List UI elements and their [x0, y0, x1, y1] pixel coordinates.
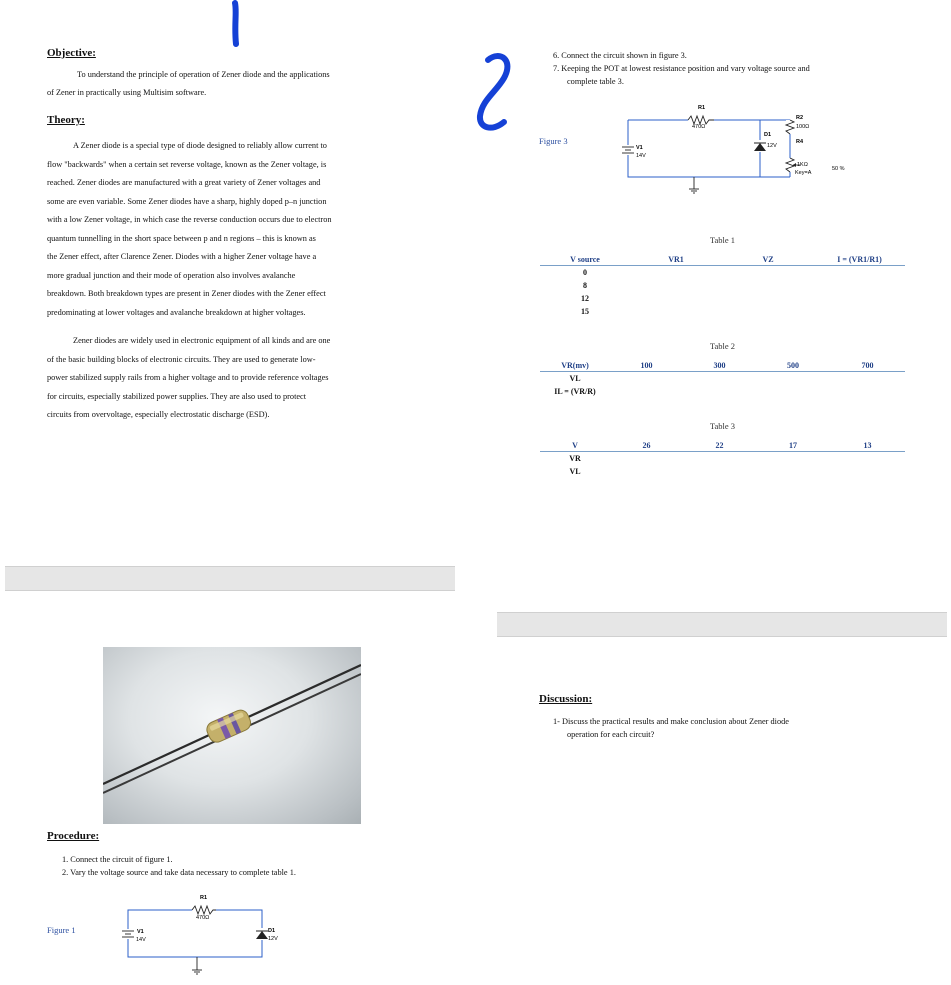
r1-label-fig3: R1 — [698, 105, 706, 111]
figure-3-circuit — [610, 98, 860, 198]
theory-line: Zener diodes are widely used in electronic equipment of all kinds and are one — [73, 336, 331, 345]
step-7-continued: complete table 3. — [567, 77, 624, 86]
v1-label-fig3: V1 — [636, 145, 643, 151]
step-7: 7. Keeping the POT at lowest resistance position and vary voltage source and — [553, 64, 810, 73]
v1-value: 14V — [136, 937, 146, 943]
table-2-header-row — [540, 360, 905, 372]
theory-line: reached. Zener diodes are manufactured with a great variety of Zener voltages and — [47, 178, 321, 187]
table-cell: VL — [569, 467, 581, 476]
table-row — [540, 292, 905, 305]
discussion-item-1: 1- Discuss the practical results and make conclusion about Zener diode — [553, 717, 789, 726]
table-3-header: 26 — [610, 440, 683, 452]
table-row — [540, 385, 905, 398]
table-2-header: 300 — [683, 360, 756, 372]
d1-label: D1 — [268, 928, 276, 934]
objective-line-2: of Zener in practically using Multisim software. — [47, 88, 207, 97]
table-1-header: I = (VR1/R1) — [814, 254, 905, 266]
theory-line: predominating at lower voltages and avalanche breakdown at higher voltages. — [47, 307, 306, 317]
d1-label-fig3: D1 — [764, 132, 772, 138]
table-3-caption: Table 3 — [709, 421, 736, 431]
pot-key: Key=A — [795, 170, 812, 176]
v1-value-fig3: 14V — [636, 153, 646, 159]
r4-label: R4 — [796, 139, 804, 145]
theory-line: more gradual junction and their mode of operation also involves avalanche — [47, 270, 296, 280]
pot-percent: 50 % — [832, 166, 845, 172]
theory-line: some are even variable. Some Zener diodes have a sharp, highly doped p–n junction — [47, 196, 327, 206]
figure-1-circuit — [110, 890, 280, 980]
table-row — [540, 372, 905, 386]
theory-line: quantum tunnelling in the short space between p and n regions – this is known as — [47, 233, 316, 243]
handwritten-mark-2 — [470, 48, 520, 138]
page-separator-right — [497, 612, 947, 637]
table-2-header: 100 — [610, 360, 683, 372]
table-3-header-row — [540, 440, 905, 452]
table-row — [540, 305, 905, 318]
r2-value: 100Ω — [796, 124, 810, 130]
table-1 — [540, 254, 905, 318]
theory-line: power stabilized supply rails from a higher voltage and to provide reference voltages — [47, 373, 329, 382]
zener-diode-illustration — [103, 647, 361, 824]
v1-label: V1 — [137, 929, 144, 935]
table-row — [540, 266, 905, 280]
table-1-caption: Table 1 — [709, 235, 736, 245]
procedure-step-2: 2. Vary the voltage source and take data necessary to complete table 1. — [62, 868, 296, 877]
d1-value: 12V — [268, 936, 278, 942]
theory-line: A Zener diode is a special type of diode designed to reliably allow current to — [73, 141, 327, 150]
table-2-header: 500 — [756, 360, 830, 372]
table-3-header: 22 — [683, 440, 756, 452]
procedure-heading: Procedure: — [47, 830, 100, 842]
theory-line: for circuits, especially stabilized power supplies. They are also used to protect — [47, 391, 307, 401]
step-6: 6. Connect the circuit shown in figure 3. — [553, 51, 687, 60]
table-row — [540, 279, 905, 292]
objective-heading: Objective: — [47, 47, 96, 59]
theory-line: the Zener effect, after Clarence Zener. Diodes with a higher Zener voltage have a — [47, 252, 317, 261]
theory-line: with a low Zener voltage, in which case the reverse conduction occurs due to electron — [47, 215, 332, 224]
table-cell: 15 — [581, 307, 589, 316]
table-2 — [540, 360, 905, 398]
table-1-header: V source — [540, 254, 630, 266]
r1-value: 470Ω — [196, 915, 210, 921]
theory-paragraph-1 — [47, 137, 412, 322]
handwritten-mark-1 — [225, 0, 249, 50]
d1-value-fig3: 12V — [767, 143, 777, 149]
r1-value-fig3: 470Ω — [692, 124, 706, 130]
zener-diode-photo — [103, 647, 361, 824]
discussion-heading: Discussion: — [539, 693, 593, 705]
table-cell: IL = (VR/R) — [554, 387, 596, 396]
table-3-header: V — [540, 440, 610, 452]
r2-label: R2 — [796, 115, 804, 121]
table-3 — [540, 440, 905, 478]
table-1-header-row — [540, 254, 905, 266]
discussion-item-1-continued: operation for each circuit? — [567, 730, 655, 739]
table-2-header: 700 — [830, 360, 905, 372]
table-3-header: 17 — [756, 440, 830, 452]
theory-heading: Theory: — [47, 114, 85, 126]
table-cell: 0 — [583, 268, 587, 277]
table-cell: 8 — [583, 281, 587, 290]
theory-line: of the basic building blocks of electronic circuits. They are used to generate low- — [47, 354, 316, 364]
page-separator-left — [5, 566, 455, 591]
table-2-header: VR(mv) — [540, 360, 610, 372]
procedure-step-1: 1. Connect the circuit of figure 1. — [62, 855, 173, 864]
theory-line: breakdown. Both breakdown types are present in Zener diodes with the Zener effect — [47, 289, 326, 298]
table-row — [540, 452, 905, 466]
table-row — [540, 465, 905, 478]
table-2-caption: Table 2 — [709, 341, 736, 351]
figure-3-caption: Figure 3 — [539, 136, 568, 146]
theory-paragraph-2 — [47, 332, 412, 425]
theory-line: flow "backwards" when a certain set reverse voltage, known as the Zener voltage, is — [47, 159, 327, 169]
table-3-header: 13 — [830, 440, 905, 452]
table-1-header: VZ — [722, 254, 814, 266]
table-cell: 12 — [581, 294, 589, 303]
theory-line: circuits from overvoltage, especially electrostatic discharge (ESD). — [47, 410, 270, 419]
table-cell: VR — [569, 454, 581, 463]
objective-line-1: To understand the principle of operation of Zener diode and the applications — [77, 70, 330, 79]
pot-value: 1KΩ — [797, 162, 808, 168]
table-1-header: VR1 — [630, 254, 722, 266]
r1-label: R1 — [200, 895, 208, 901]
table-cell: VL — [569, 374, 581, 383]
figure-1-caption: Figure 1 — [47, 925, 76, 935]
